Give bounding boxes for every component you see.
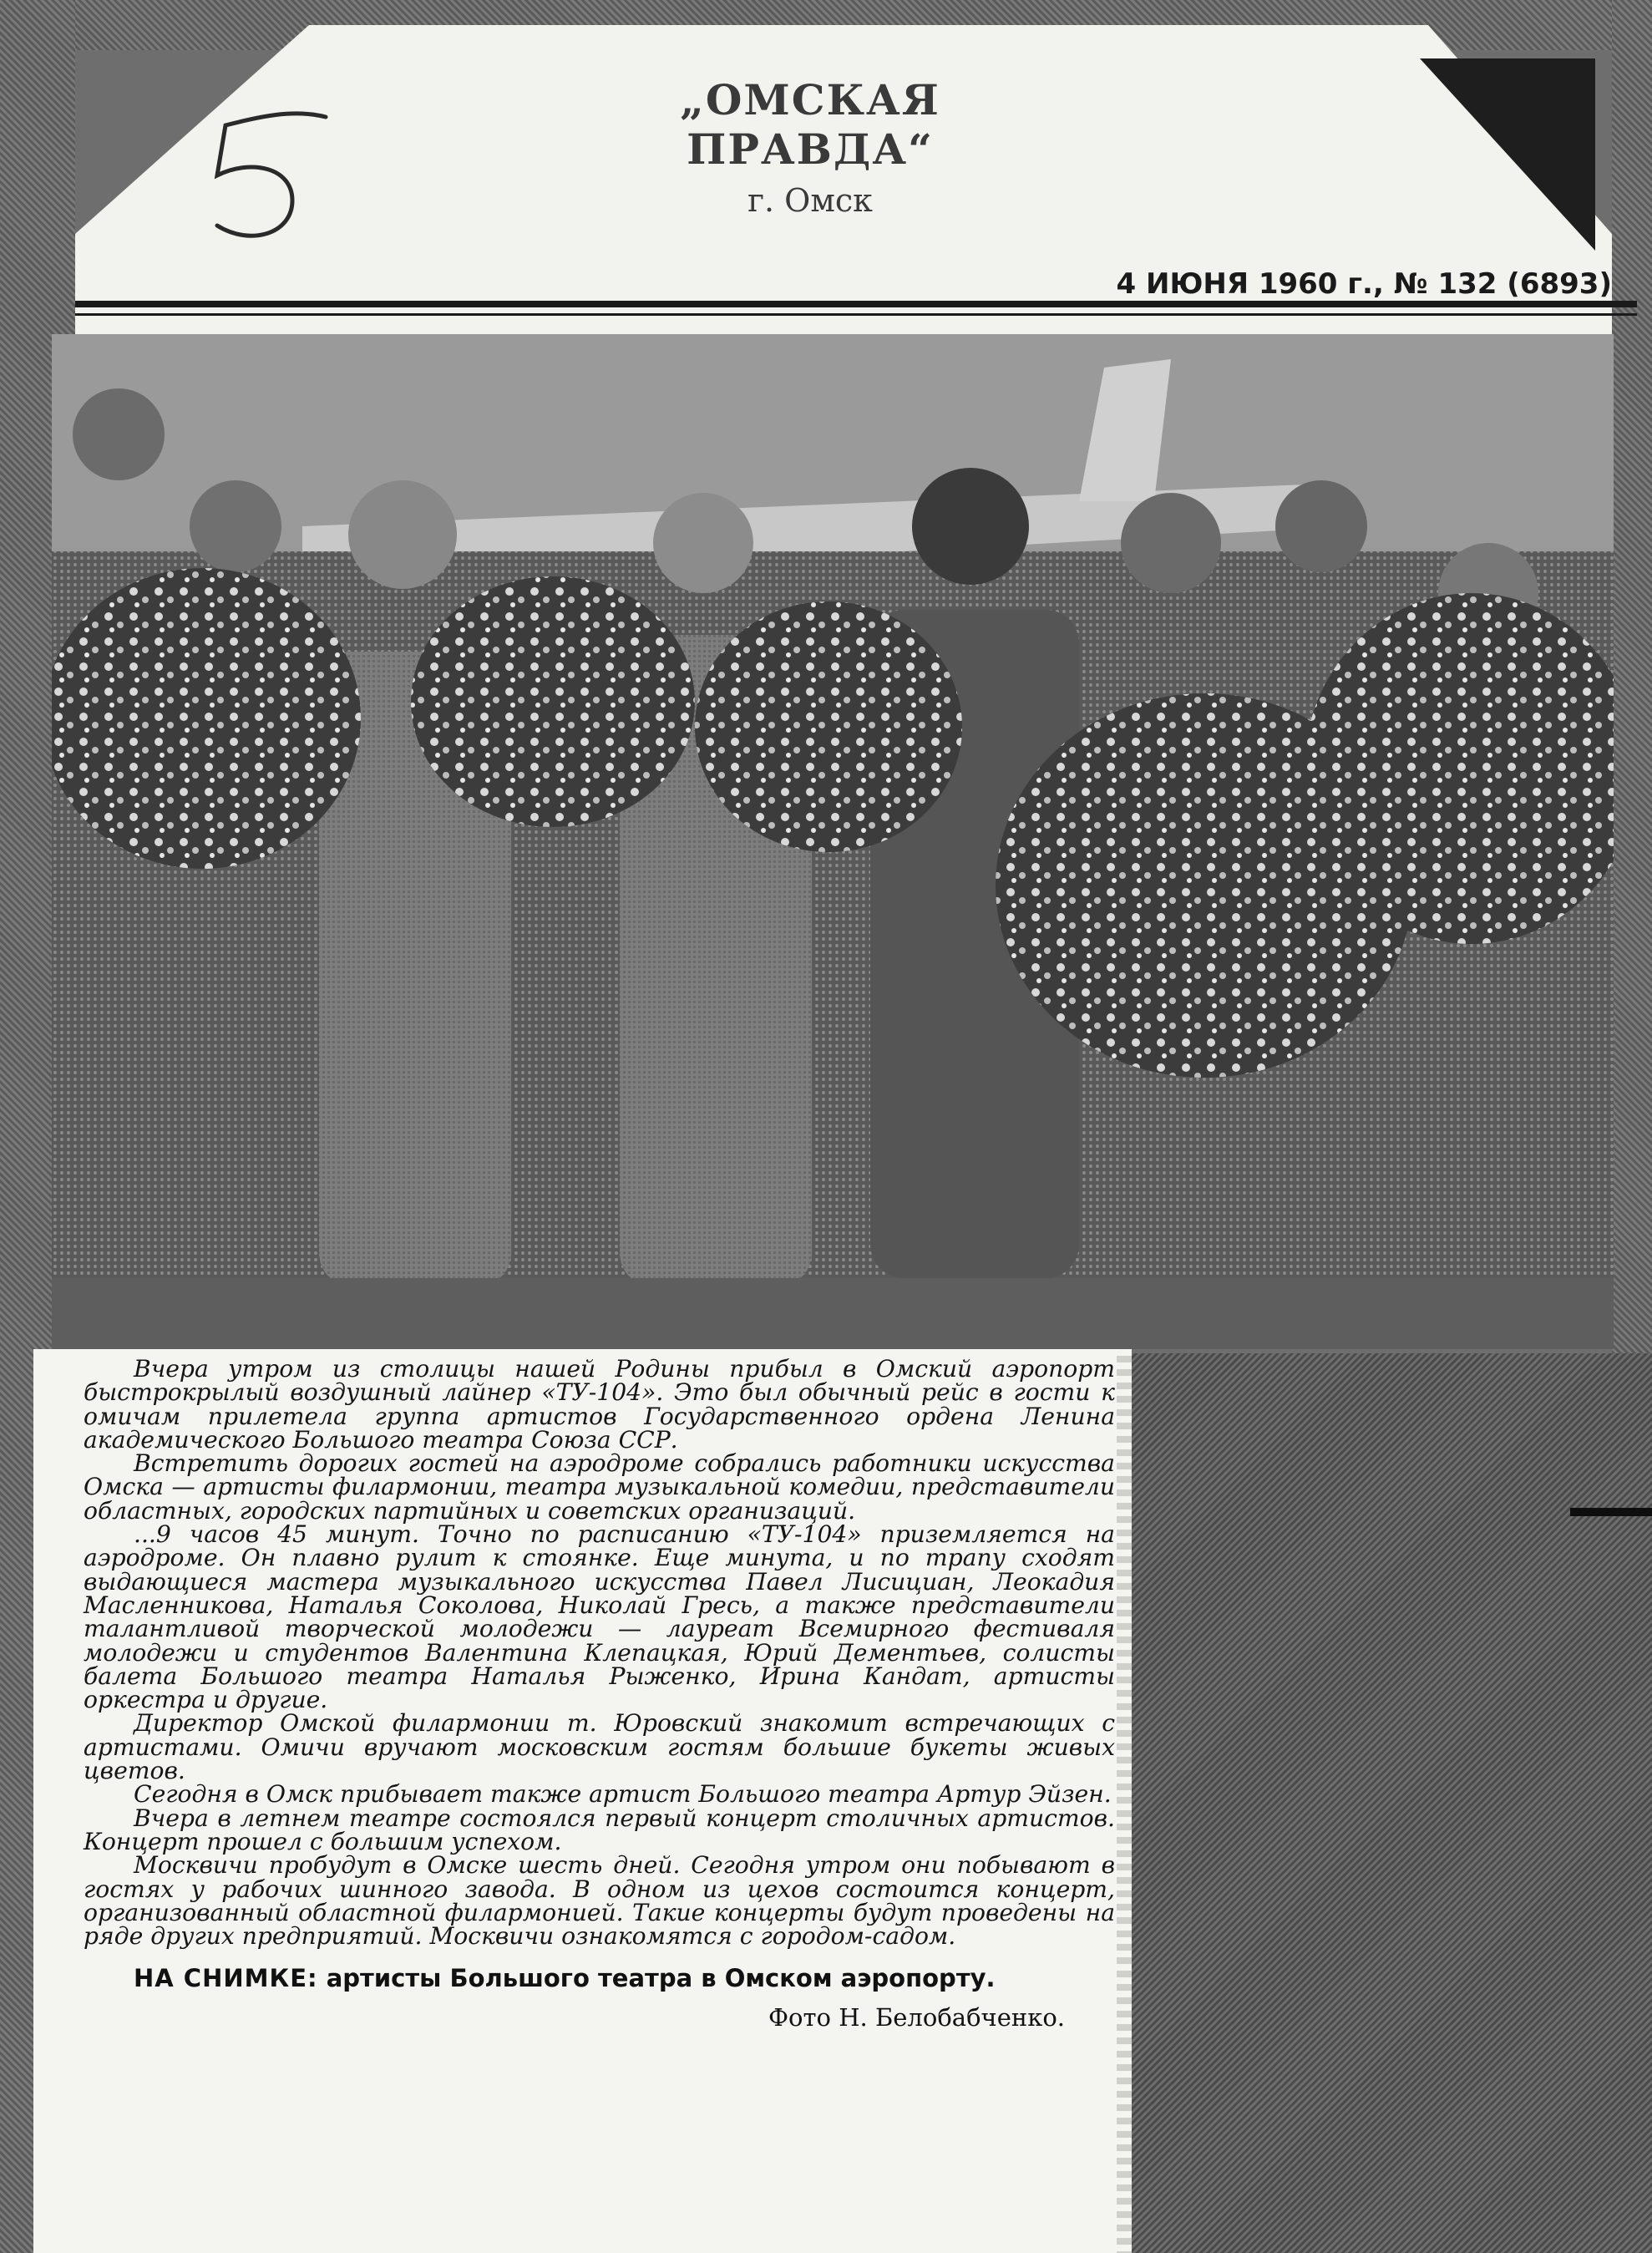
- scan-background-bottom-right: [1128, 1353, 1652, 2253]
- caption-lead: НА СНИМКЕ:: [134, 1964, 318, 1993]
- article-text-block: [33, 1349, 1132, 2253]
- article-paragraph: Москвичи пробудут в Омске шесть дней. Сегодня утром они побывают в гостях у рабочих шинного завода. В одном из цехов состоится концерт, организованный областной филармонией. Такие концерты будут проведены на ряде других предприятий. Москвичи ознакомятся с городом-садом.: [84, 1851, 1115, 1951]
- photo-caption: [84, 1963, 1115, 1993]
- article-paragraph: Вчера утром из столицы нашей Родины прибыл в Омский аэропорт быстрокрылый воздушный лайнер «ТУ-104». Это был обычный рейс в гости к омичам прилетела группа артистов Государственного ордена Ленина академического Большого театра Союза ССР.: [84, 1355, 1115, 1454]
- issue-dateline: 4 ИЮНЯ 1960 г., № 132 (6893): [1116, 267, 1612, 301]
- masthead: [635, 75, 986, 219]
- photo-credit: Фото Н. Белобабченко.: [768, 2003, 1065, 2032]
- article-paragraph: ...9 часов 45 минут. Точно по расписанию «ТУ-104» приземляется на аэродроме. Он плавно рулит к стоянке. Еще минута, и по трапу сходят выдающиеся мастера музыкального искусства Павел Лисициан, Леокадия Масленникова, Наталья Соколова, Николай Гресь, а также представители талантливой творческой молодежи — лауреат Всемирного фестиваля молодежи и студентов Валентина Клепацкая, Юрий Дементьев, солисты балета Большого театра Наталья Рыженко, Ирина Кандат, артисты оркестра и другие.: [84, 1520, 1115, 1714]
- news-photo: [52, 334, 1614, 1349]
- article-paragraph: Встретить дорогих гостей на аэродроме собрались работники искусства Омска — артисты филармонии, театра музыкальной комедии, представители областных, городских партийных и советских организаций.: [84, 1449, 1115, 1525]
- torn-edge: [1117, 1349, 1132, 2253]
- article-paragraph: Вчера в летнем театре состоялся первый концерт столичных артистов. Концерт прошел с большим успехом.: [84, 1804, 1115, 1855]
- scan-line-mark: [1570, 1508, 1652, 1516]
- newspaper-city: г. Омск: [747, 182, 873, 219]
- article-paragraph: Сегодня в Омск прибывает также артист Большого театра Артур Эйзен.: [134, 1780, 1112, 1809]
- article-paragraph: Директор Омской филармонии т. Юровский знакомит встречающих с артистами. Омичи вручают московским гостям большие букеты живых цветов.: [84, 1709, 1115, 1785]
- caption-text: артисты Большого театра в Омском аэропорту.: [317, 1964, 996, 1993]
- header-rule-thin: [75, 313, 1637, 316]
- scan-background-right: [1612, 0, 1652, 1353]
- handwritten-mark: [200, 100, 351, 251]
- newspaper-name: „ОМСКАЯ ПРАВДА“: [680, 75, 940, 174]
- header-rule: [75, 301, 1637, 307]
